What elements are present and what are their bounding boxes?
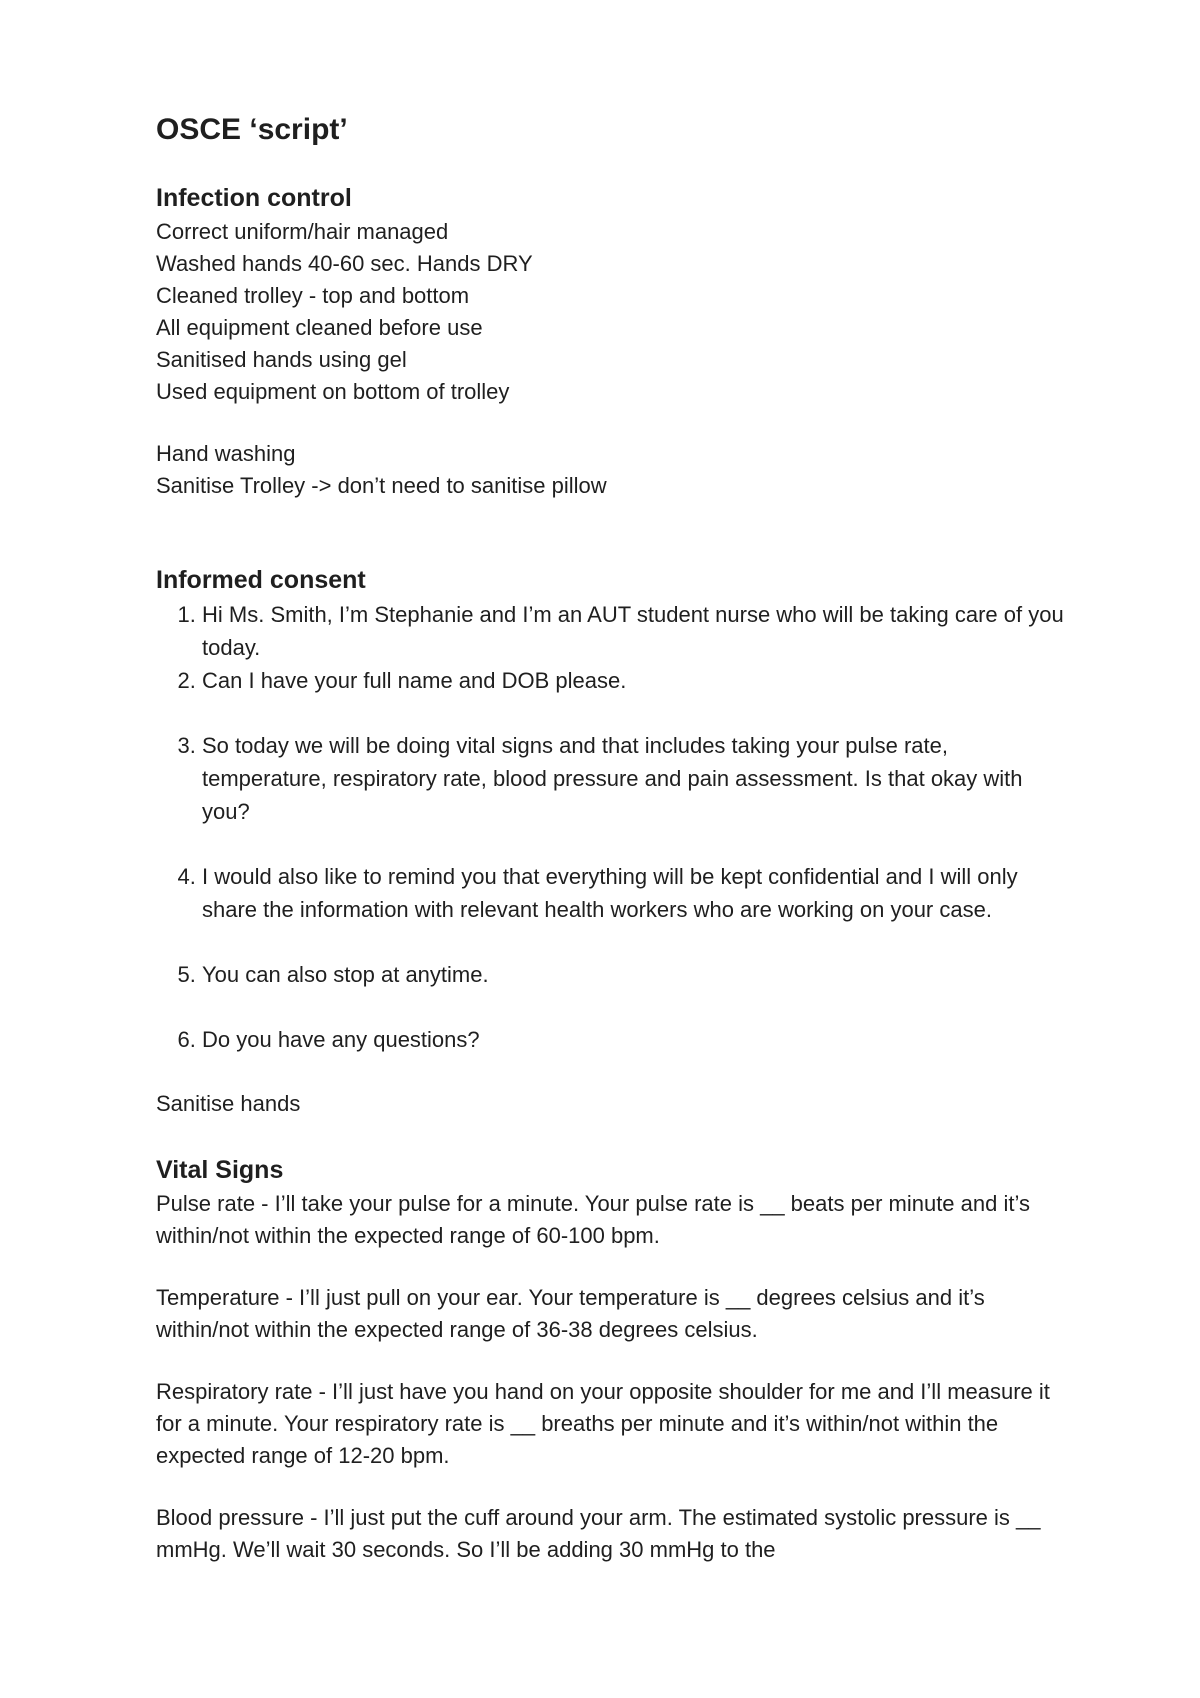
spacer [156, 1472, 1076, 1502]
infection-control-line: Sanitised hands using gel [156, 347, 407, 372]
infection-control-line: Correct uniform/hair managed [156, 219, 449, 244]
list-item: 4. I would also like to remind you that everything will be kept confidential and I will only share the information with relevant health workers who are working on your case. [202, 860, 1076, 926]
vital-signs-section [156, 1152, 1076, 1566]
list-item: 2. Can I have your full name and DOB please. [202, 664, 1076, 697]
infection-control-line: Used equipment on bottom of trolley [156, 379, 510, 404]
document-page [156, 108, 1076, 1566]
list-item: 1. Hi Ms. Smith, I’m Stephanie and I’m an AUT student nurse who will be taking care of you today. [202, 598, 1076, 664]
sanitise-hands-note: Sanitise hands [156, 1091, 301, 1116]
spacer [156, 502, 1076, 562]
infection-control-line: Washed hands 40-60 sec. Hands DRY [156, 251, 533, 276]
list-item: 3. So today we will be doing vital signs and that includes taking your pulse rate, temperature, respiratory rate, blood pressure and pain assessment. Is that okay with you? [202, 729, 1076, 828]
hand-washing-note: Hand washing [156, 441, 296, 466]
informed-consent-heading: Informed consent [156, 566, 366, 594]
spacer [156, 1252, 1076, 1282]
infection-control-line: All equipment cleaned before use [156, 315, 483, 340]
list-item: 5. You can also stop at anytime. [202, 958, 1076, 991]
infection-control-line: Cleaned trolley - top and bottom [156, 283, 470, 308]
consent-steps-list [156, 598, 1076, 1056]
spacer [156, 1056, 1076, 1088]
list-item: 6. Do you have any questions? [202, 1023, 1076, 1056]
sanitise-trolley-note: Sanitise Trolley -> don’t need to sanitise pillow [156, 473, 607, 498]
document-title: OSCE ‘script’ [156, 113, 348, 146]
spacer [156, 408, 1076, 438]
temperature-paragraph: Temperature - I’ll just pull on your ear. Your temperature is __ degrees celsius and it’s within/not within the expected range of 36-38 degrees celsius. [156, 1285, 985, 1342]
respiratory-rate-paragraph: Respiratory rate - I’ll just have you hand on your opposite shoulder for me and I’ll measure it for a minute. Your respiratory rate is __ breaths per minute and it’s within/not within the expected range of 12-20 bpm. [156, 1379, 1050, 1468]
vital-signs-heading: Vital Signs [156, 1156, 284, 1184]
infection-control-heading: Infection control [156, 184, 352, 212]
pulse-rate-paragraph: Pulse rate - I’ll take your pulse for a minute. Your pulse rate is __ beats per minute and it’s within/not within the expected range of 60-100 bpm. [156, 1191, 1030, 1248]
informed-consent-section [156, 562, 1076, 1120]
spacer [156, 1346, 1076, 1376]
infection-control-section [156, 180, 1076, 502]
spacer [156, 1120, 1076, 1152]
blood-pressure-paragraph: Blood pressure - I’ll just put the cuff around your arm. The estimated systolic pressure is __ mmHg. We’ll wait 30 seconds. So I’ll be adding 30 mmHg to the [156, 1505, 1041, 1562]
